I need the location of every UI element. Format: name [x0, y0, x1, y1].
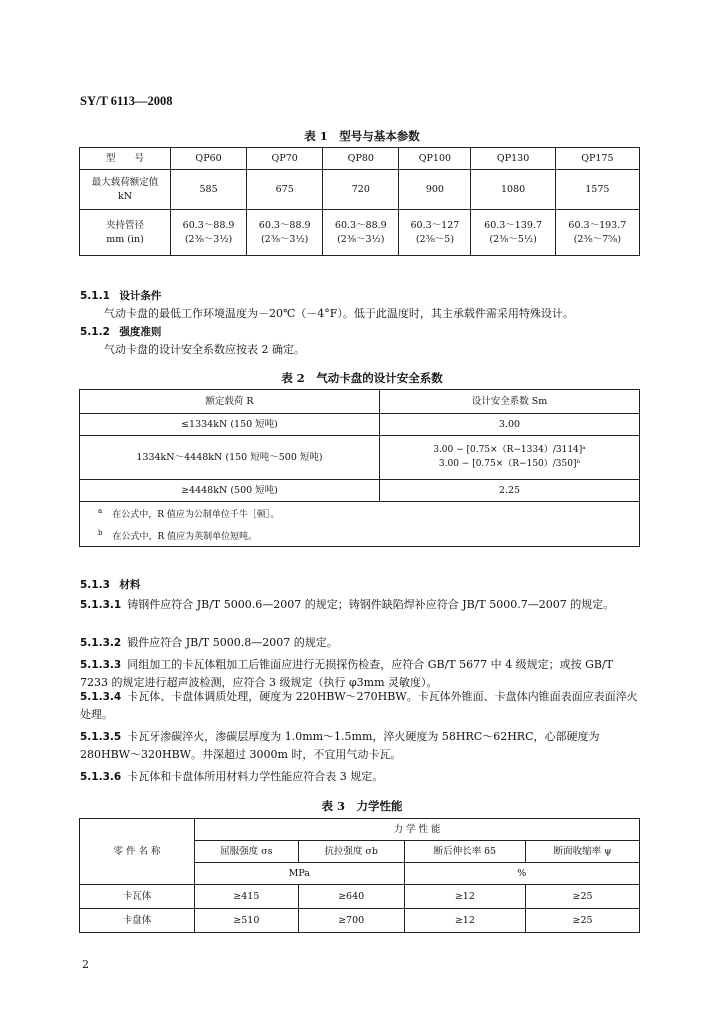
table3-unit-mpa: MPa [195, 863, 405, 885]
table1-load-cell: 585 [171, 170, 247, 210]
table3-caption: 表 3 力学性能 [321, 799, 403, 813]
table1-range-cell [171, 210, 247, 256]
clause-number: 5.1.3.3 [80, 659, 122, 671]
section-number: 5.1.2 [80, 326, 110, 338]
clause-number: 5.1.3.2 [80, 637, 122, 649]
table2-load-cell: ≥4448kN (500 短吨) [80, 480, 380, 502]
range-mm: 60.3～88.9 [334, 219, 387, 231]
page-number: 2 [82, 958, 89, 971]
table1-load-cell: 900 [399, 170, 471, 210]
table1-range-cell [399, 210, 471, 256]
section-number: 5.1.1 [80, 290, 110, 302]
load-label-line2: kN [117, 190, 133, 202]
factor-formula-metric: 3.00 − [0.75×（R−1334）/3114]ᵃ [433, 445, 586, 456]
table2-note-a [98, 502, 637, 524]
range-in: (2⅜～5½) [489, 233, 537, 245]
table2-factor-cell: 3.00 [380, 414, 640, 436]
table3-col-elong: 断后伸长率 δ5 [404, 841, 526, 863]
table3-tensile-cell: ≥700 [298, 909, 404, 933]
table3-part-cell: 卡瓦体 [80, 885, 195, 909]
table2-caption: 表 2 气动卡盘的设计安全系数 [281, 371, 443, 385]
range-mm: 60.3～127 [410, 219, 460, 231]
table3-area-cell: ≥25 [526, 885, 640, 909]
range-in: (2⅜～3½) [337, 233, 385, 245]
table3-tensile-cell: ≥640 [298, 885, 404, 909]
table1-model-cell: QP60 [171, 148, 247, 170]
range-label-line1: 夹持管径 [105, 219, 144, 231]
clause-number: 5.1.3.4 [80, 691, 122, 703]
load-label-line1: 最大载荷额定值 [91, 176, 159, 188]
table3-col-area: 断面收缩率 ψ [526, 841, 640, 863]
clause-text: 铸钢件应符合 JB/T 5000.6—2007 的规定；铸钢件缺陷焊补应符合 JB/T 5000.7—2007 的规定。 [127, 598, 615, 611]
table3-yield-cell: ≥510 [195, 909, 299, 933]
section-5-1-1-text: 气动卡盘的最低工作环境温度为－20℃（－4°F）。低于此温度时，其主承载件需采用特殊设计。 [104, 307, 574, 320]
table1-load-cell: 1575 [555, 170, 639, 210]
table1-range-cell [471, 210, 555, 256]
table1-model-cell: QP80 [323, 148, 399, 170]
table1-model-cell: QP130 [471, 148, 555, 170]
table2-note-b [98, 524, 637, 546]
section-5-1-2-heading [80, 323, 642, 341]
table3-col-tensile: 抗拉强度 σb [298, 841, 404, 863]
clause-5-1-3-2 [80, 634, 642, 652]
table3-part-header: 零 件 名 称 [80, 819, 195, 885]
clause-number: 5.1.3.1 [80, 599, 122, 611]
clause-text: 锻件应符合 JB/T 5000.8—2007 的规定。 [127, 636, 338, 649]
table2-load-cell: 1334kN～4448kN (150 短吨～500 短吨) [80, 436, 380, 480]
clause-5-1-3-6 [80, 768, 642, 786]
table1-model-parameters [79, 147, 640, 256]
table1-model-cell: QP175 [555, 148, 639, 170]
factor-formula-imperial: 3.00 − [0.75×（R−150）/350]ᵇ [438, 458, 581, 469]
range-label-line2: mm (in) [106, 233, 144, 245]
range-mm: 60.3～139.7 [484, 219, 543, 231]
document-code: SY/T 6113—2008 [80, 94, 173, 108]
clause-5-1-3-4 [80, 688, 642, 724]
table1-load-label [80, 170, 171, 210]
section-5-1-1-heading [80, 287, 642, 305]
section-title: 设计条件 [119, 290, 162, 302]
table1-load-cell: 675 [247, 170, 323, 210]
section-5-1-2-text: 气动卡盘的设计安全系数应按表 2 确定。 [104, 343, 305, 356]
table2-safety-factors [79, 389, 640, 547]
range-mm: 60.3～88.9 [182, 219, 235, 231]
table2-header-factor: 设计安全系数 Sm [380, 390, 640, 414]
clause-5-1-3-5 [80, 728, 642, 764]
table1-model-cell: QP70 [247, 148, 323, 170]
section-number: 5.1.3 [80, 579, 110, 591]
table1-row-header: 型 号 [80, 148, 171, 170]
table1-model-cell: QP100 [399, 148, 471, 170]
table1-range-cell [555, 210, 639, 256]
range-mm: 60.3～193.7 [568, 219, 627, 231]
table2-load-cell: ≤1334kN (150 短吨) [80, 414, 380, 436]
clause-text: 卡瓦体和卡盘体所用材料力学性能应符合表 3 规定。 [127, 770, 384, 783]
clause-5-1-3-1 [80, 596, 642, 614]
clause-5-1-3-3 [80, 656, 642, 692]
table3-elong-cell: ≥12 [404, 885, 526, 909]
clause-number: 5.1.3.5 [80, 731, 122, 743]
range-in: (2⅜～7⅝) [573, 233, 622, 245]
table3-part-cell: 卡盘体 [80, 909, 195, 933]
range-in: (2⅜～3½) [260, 233, 309, 245]
note-text: 在公式中，R 值应为英制单位短吨。 [112, 532, 258, 542]
note-marker: b [98, 529, 103, 537]
section-title: 强度准则 [119, 326, 162, 338]
section-title: 材料 [119, 579, 141, 591]
table1-load-cell: 1080 [471, 170, 555, 210]
range-mm: 60.3～88.9 [258, 219, 311, 231]
table2-factor-cell [380, 436, 640, 480]
table3-group-header: 力 学 性 能 [195, 819, 640, 841]
note-marker: a [98, 507, 103, 515]
table1-range-cell [247, 210, 323, 256]
table3-yield-cell: ≥415 [195, 885, 299, 909]
table1-caption: 表 1 型号与基本参数 [304, 129, 420, 143]
clause-text: 卡瓦牙渗碳淬火，渗碳层厚度为 1.0mm～1.5mm，淬火硬度为 58HRC～62HRC，心部硬度为 280HBW～320HBW。井深超过 3000m 时，不宜用气动卡瓦。 [80, 730, 600, 761]
table2-notes [80, 502, 640, 547]
table1-range-label [80, 210, 171, 256]
table3-col-yield: 屈服强度 σs [195, 841, 299, 863]
range-in: (2⅜～3½) [184, 233, 233, 245]
table3-area-cell: ≥25 [526, 909, 640, 933]
clause-number: 5.1.3.6 [80, 771, 122, 783]
table3-mechanical-properties [79, 818, 640, 933]
table1-range-cell [323, 210, 399, 256]
note-text: 在公式中，R 值应为公制单位千牛［顿］。 [112, 510, 280, 520]
table2-factor-cell: 2.25 [380, 480, 640, 502]
clause-text: 同组加工的卡瓦体粗加工后锥面应进行无损探伤检查，应符合 GB/T 5677 中 4 级规定；或按 GB/T 7233 的规定进行超声波检测，应符合 3 级规定（执行 φ3mm 灵敏度）。 [80, 658, 613, 689]
clause-text: 卡瓦体、卡盘体调质处理，硬度为 220HBW～270HBW。卡瓦体外锥面、卡盘体内锥面表面应表面淬火处理。 [80, 690, 638, 721]
section-5-1-3-heading [80, 576, 642, 594]
table3-elong-cell: ≥12 [404, 909, 526, 933]
range-in: (2⅜～5) [415, 233, 455, 245]
table3-unit-pct: % [404, 863, 639, 885]
table2-header-load: 额定载荷 R [80, 390, 380, 414]
table1-load-cell: 720 [323, 170, 399, 210]
